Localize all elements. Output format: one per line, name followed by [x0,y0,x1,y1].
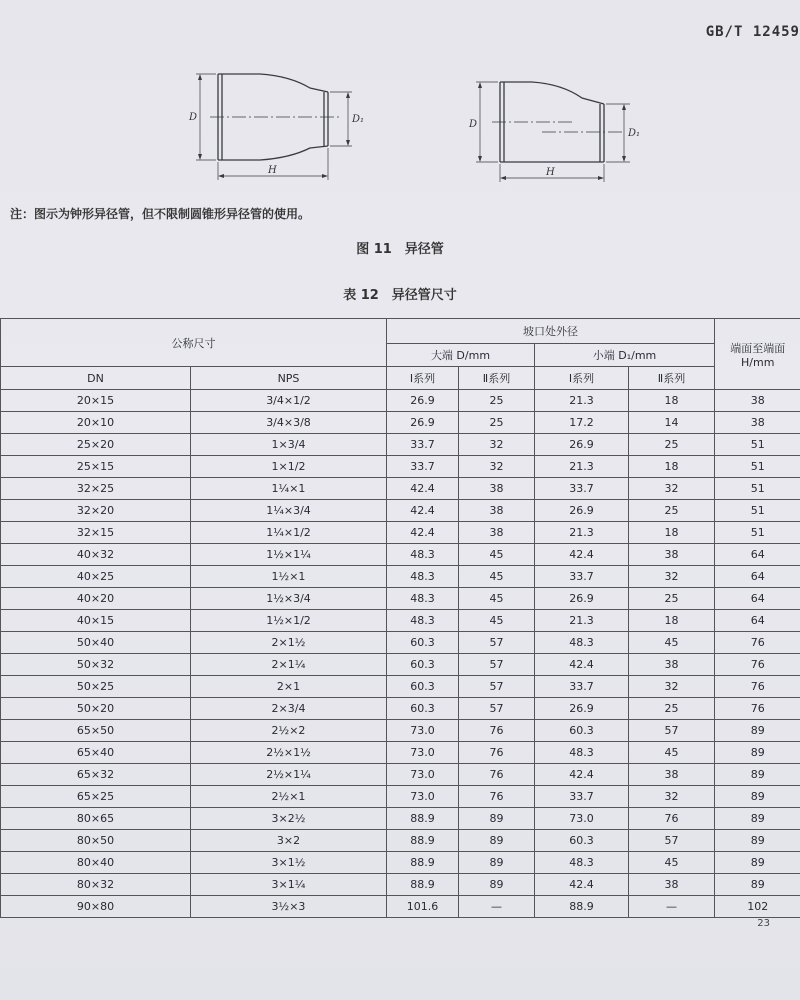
cell-dn: 40×15 [1,610,191,632]
cell-large-series1: 73.0 [387,720,459,742]
page-number: 23 [757,918,770,929]
header-small-series2: Ⅱ系列 [629,367,715,390]
cell-large-series2: 45 [459,544,535,566]
cell-end-to-end: 51 [715,478,800,500]
cell-large-series2: 57 [459,676,535,698]
cell-end-to-end: 51 [715,522,800,544]
cell-small-series2: 18 [629,610,715,632]
cell-large-series2: 38 [459,522,535,544]
cell-end-to-end: 89 [715,742,800,764]
cell-large-series2: 89 [459,830,535,852]
table-row [1,720,800,742]
label-h: H [546,167,555,178]
table-body [1,390,800,918]
cell-end-to-end: 64 [715,610,800,632]
cell-dn: 40×20 [1,588,191,610]
reducer-drawing-right [462,72,652,192]
cell-small-series2: 25 [629,434,715,456]
cell-small-series2: 45 [629,852,715,874]
cell-end-to-end: 64 [715,566,800,588]
label-d1: D₁ [628,128,641,139]
cell-end-to-end: 64 [715,588,800,610]
cell-small-series2: 76 [629,808,715,830]
cell-small-series1: 60.3 [535,720,629,742]
cell-large-series2: 25 [459,390,535,412]
cell-small-series1: 26.9 [535,698,629,720]
cell-small-series1: 26.9 [535,588,629,610]
header-large-end: 大端 D/mm [387,344,535,367]
table-row [1,764,800,786]
cell-large-series1: 88.9 [387,852,459,874]
cell-large-series2: 38 [459,500,535,522]
cell-end-to-end: 38 [715,390,800,412]
label-d: D [469,119,478,130]
cell-large-series2: 76 [459,742,535,764]
cell-large-series1: 88.9 [387,830,459,852]
cell-dn: 50×20 [1,698,191,720]
cell-end-to-end: 89 [715,808,800,830]
cell-nps: 3×1½ [191,852,387,874]
cell-large-series2: 76 [459,786,535,808]
cell-large-series2: 76 [459,764,535,786]
table-row [1,412,800,434]
cell-small-series1: 73.0 [535,808,629,830]
cell-end-to-end: 89 [715,830,800,852]
cell-nps: 1×3/4 [191,434,387,456]
cell-nps: 1½×1/2 [191,610,387,632]
cell-small-series1: 33.7 [535,478,629,500]
cell-nps: 3/4×1/2 [191,390,387,412]
cell-large-series2: 57 [459,654,535,676]
cell-small-series1: 17.2 [535,412,629,434]
cell-dn: 65×50 [1,720,191,742]
cell-large-series1: 48.3 [387,588,459,610]
cell-large-series2: 45 [459,588,535,610]
cell-small-series2: 38 [629,874,715,896]
cell-end-to-end: 102 [715,896,800,918]
cell-end-to-end: 51 [715,456,800,478]
cell-small-series2: 32 [629,566,715,588]
cell-large-series1: 73.0 [387,742,459,764]
header-small-series1: Ⅰ系列 [535,367,629,390]
table-row [1,874,800,896]
cell-small-series1: 48.3 [535,742,629,764]
cell-nps: 2×3/4 [191,698,387,720]
cell-large-series1: 73.0 [387,786,459,808]
cell-large-series1: 73.0 [387,764,459,786]
cell-large-series1: 60.3 [387,698,459,720]
cell-nps: 1×1/2 [191,456,387,478]
cell-dn: 50×32 [1,654,191,676]
reducer-drawing-left [180,62,370,187]
table-row [1,544,800,566]
cell-dn: 65×40 [1,742,191,764]
cell-dn: 20×10 [1,412,191,434]
cell-large-series2: 32 [459,434,535,456]
cell-dn: 40×32 [1,544,191,566]
cell-small-series2: 57 [629,720,715,742]
cell-small-series2: 25 [629,588,715,610]
cell-small-series1: 60.3 [535,830,629,852]
cell-end-to-end: 89 [715,764,800,786]
cell-small-series2: 38 [629,654,715,676]
cell-small-series1: 88.9 [535,896,629,918]
table-row [1,896,800,918]
cell-small-series1: 42.4 [535,764,629,786]
cell-small-series1: 48.3 [535,852,629,874]
cell-dn: 50×40 [1,632,191,654]
cell-large-series2: 89 [459,808,535,830]
cell-nps: 1½×1 [191,566,387,588]
cell-large-series1: 48.3 [387,610,459,632]
cell-nps: 3×2½ [191,808,387,830]
cell-large-series2: 76 [459,720,535,742]
cell-large-series1: 26.9 [387,390,459,412]
cell-nps: 3½×3 [191,896,387,918]
label-h: H [268,165,277,176]
cell-nps: 1¼×3/4 [191,500,387,522]
cell-end-to-end: 51 [715,434,800,456]
table-row [1,852,800,874]
cell-nps: 3/4×3/8 [191,412,387,434]
cell-large-series2: 25 [459,412,535,434]
cell-small-series2: 45 [629,742,715,764]
cell-large-series2: 38 [459,478,535,500]
cell-nps: 1½×3/4 [191,588,387,610]
cell-end-to-end: 89 [715,720,800,742]
cell-small-series2: 18 [629,522,715,544]
cell-small-series1: 21.3 [535,522,629,544]
cell-small-series2: 38 [629,764,715,786]
cell-end-to-end: 76 [715,632,800,654]
cell-dn: 80×65 [1,808,191,830]
table-row [1,808,800,830]
cell-dn: 80×40 [1,852,191,874]
cell-small-series2: 18 [629,456,715,478]
cell-small-series2: 57 [629,830,715,852]
label-d1: D₁ [352,114,365,125]
cell-large-series1: 88.9 [387,874,459,896]
cell-small-series2: 32 [629,478,715,500]
cell-small-series1: 42.4 [535,874,629,896]
cell-large-series1: 101.6 [387,896,459,918]
cell-large-series1: 26.9 [387,412,459,434]
cell-nps: 2½×1 [191,786,387,808]
cell-nps: 2×1¼ [191,654,387,676]
cell-dn: 50×25 [1,676,191,698]
cell-small-series1: 26.9 [535,434,629,456]
cell-large-series1: 48.3 [387,544,459,566]
cell-nps: 1½×1¼ [191,544,387,566]
cell-large-series2: 45 [459,566,535,588]
cell-dn: 40×25 [1,566,191,588]
header-nps: NPS [191,367,387,390]
table-row [1,390,800,412]
table-row [1,676,800,698]
cell-large-series1: 33.7 [387,434,459,456]
table-row [1,698,800,720]
header-bevel-od: 坡口处外径 [387,319,715,344]
cell-nps: 3×1¼ [191,874,387,896]
table-row [1,566,800,588]
header-large-series1: Ⅰ系列 [387,367,459,390]
cell-large-series2: 57 [459,632,535,654]
cell-dn: 90×80 [1,896,191,918]
cell-small-series2: 25 [629,698,715,720]
cell-small-series1: 42.4 [535,654,629,676]
cell-dn: 80×32 [1,874,191,896]
table-row [1,654,800,676]
cell-small-series2: 38 [629,544,715,566]
cell-small-series2: 32 [629,786,715,808]
cell-end-to-end: 76 [715,654,800,676]
cell-dn: 20×15 [1,390,191,412]
cell-large-series2: 89 [459,874,535,896]
cell-small-series1: 33.7 [535,786,629,808]
cell-small-series1: 21.3 [535,610,629,632]
cell-small-series1: 21.3 [535,456,629,478]
cell-large-series2: 32 [459,456,535,478]
cell-large-series1: 42.4 [387,522,459,544]
table-row [1,500,800,522]
cell-small-series1: 42.4 [535,544,629,566]
cell-small-series2: — [629,896,715,918]
cell-large-series2: — [459,896,535,918]
cell-small-series1: 33.7 [535,566,629,588]
cell-large-series1: 60.3 [387,676,459,698]
cell-dn: 32×20 [1,500,191,522]
table-row [1,456,800,478]
cell-large-series1: 60.3 [387,632,459,654]
cell-large-series2: 45 [459,610,535,632]
table-caption: 表 12 异径管尺寸 [343,288,457,303]
cell-large-series2: 89 [459,852,535,874]
table-row [1,478,800,500]
cell-nps: 2½×1¼ [191,764,387,786]
cell-nps: 1¼×1/2 [191,522,387,544]
cell-end-to-end: 38 [715,412,800,434]
label-d: D [189,112,198,123]
cell-large-series1: 42.4 [387,478,459,500]
cell-dn: 32×25 [1,478,191,500]
cell-large-series1: 88.9 [387,808,459,830]
table-row [1,786,800,808]
table-row [1,830,800,852]
table-row [1,434,800,456]
cell-nps: 2½×2 [191,720,387,742]
cell-nps: 2½×1½ [191,742,387,764]
cell-nps: 3×2 [191,830,387,852]
cell-end-to-end: 89 [715,786,800,808]
table-row [1,522,800,544]
cell-end-to-end: 89 [715,852,800,874]
cell-large-series1: 60.3 [387,654,459,676]
header-end-to-end: 端面至端面 H/mm [715,319,800,390]
header-dn: DN [1,367,191,390]
figure-caption: 图 11 异径管 [356,242,444,257]
cell-end-to-end: 89 [715,874,800,896]
cell-nps: 2×1½ [191,632,387,654]
cell-nps: 2×1 [191,676,387,698]
cell-small-series2: 18 [629,390,715,412]
figure-note: 注：图示为钟形异径管，但不限制圆锥形异径管的使用。 [10,207,311,221]
cell-small-series1: 26.9 [535,500,629,522]
cell-dn: 25×15 [1,456,191,478]
standard-code: GB/T 12459 [705,24,800,40]
cell-end-to-end: 51 [715,500,800,522]
table-row [1,632,800,654]
table-row [1,588,800,610]
cell-large-series1: 33.7 [387,456,459,478]
header-small-end: 小端 D₁/mm [535,344,715,367]
cell-end-to-end: 76 [715,676,800,698]
cell-dn: 80×50 [1,830,191,852]
cell-dn: 25×20 [1,434,191,456]
table-row [1,742,800,764]
cell-small-series2: 14 [629,412,715,434]
cell-end-to-end: 76 [715,698,800,720]
cell-small-series1: 33.7 [535,676,629,698]
cell-dn: 32×15 [1,522,191,544]
cell-end-to-end: 64 [715,544,800,566]
cell-dn: 65×32 [1,764,191,786]
cell-dn: 65×25 [1,786,191,808]
cell-large-series1: 48.3 [387,566,459,588]
cell-small-series2: 32 [629,676,715,698]
reducer-dimension-table [0,318,800,918]
header-nominal-size: 公称尺寸 [1,319,387,367]
header-large-series2: Ⅱ系列 [459,367,535,390]
table-row [1,610,800,632]
cell-nps: 1¼×1 [191,478,387,500]
cell-small-series2: 45 [629,632,715,654]
cell-large-series1: 42.4 [387,500,459,522]
cell-small-series1: 48.3 [535,632,629,654]
cell-large-series2: 57 [459,698,535,720]
cell-small-series1: 21.3 [535,390,629,412]
cell-small-series2: 25 [629,500,715,522]
